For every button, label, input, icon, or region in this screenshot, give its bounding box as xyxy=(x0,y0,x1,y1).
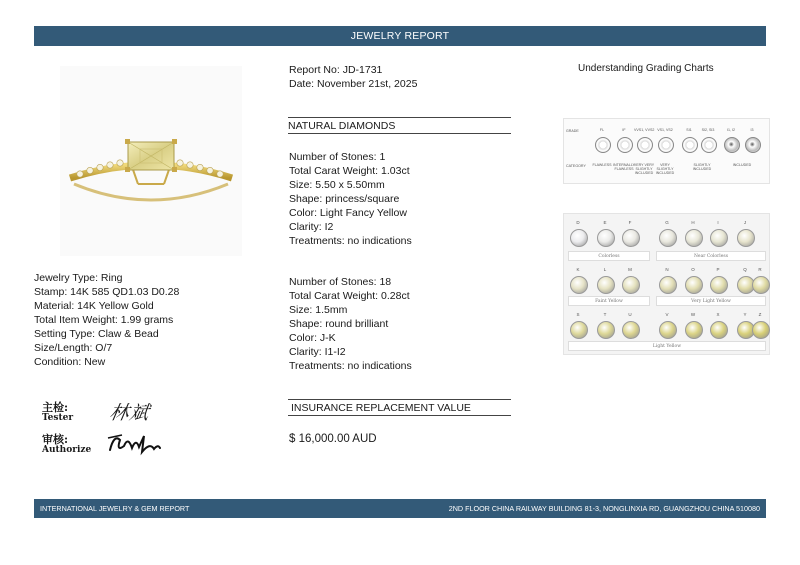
clarity-grade-label: VS1, VS2 xyxy=(657,128,673,132)
clarity-grade-label: VVS1, VVS2 xyxy=(634,128,655,132)
diamond-icon xyxy=(597,276,615,294)
diamond-icon xyxy=(737,229,755,247)
diamond-icon xyxy=(570,276,588,294)
tester-label-en: Tester xyxy=(42,413,74,423)
center-treatments: Treatments: no indications xyxy=(289,235,412,247)
center-color: Color: Light Fancy Yellow xyxy=(289,207,407,219)
side-clarity: Clarity: I1-I2 xyxy=(289,346,346,358)
diamond-icon xyxy=(752,321,770,339)
side-stones-details xyxy=(289,275,412,373)
ring-photo xyxy=(60,66,242,256)
diamond-icon xyxy=(659,276,677,294)
color-grade-letter: W xyxy=(690,312,696,317)
insurance-title-text: INSURANCE REPLACEMENT VALUE xyxy=(291,402,471,414)
color-grade-letter: Y xyxy=(743,312,747,317)
color-grade-letter: Z xyxy=(758,312,762,317)
total-item-weight: Total Item Weight: 1.99 grams xyxy=(34,314,174,326)
center-clarity: Clarity: I2 xyxy=(289,221,334,233)
color-grade-letter: I xyxy=(717,220,719,225)
diamond-icon xyxy=(659,229,677,247)
diamond-icon xyxy=(637,137,653,153)
insurance-value: $ 16,000.00 AUD xyxy=(289,433,377,445)
color-group-caption: Light Yellow xyxy=(568,341,766,351)
diamond-icon xyxy=(710,229,728,247)
color-grade-letter: F xyxy=(628,220,632,225)
color-group-caption: Near Colorless xyxy=(656,251,766,261)
diamond-icon xyxy=(595,137,611,153)
side-treatments: Treatments: no indications xyxy=(289,360,412,372)
clarity-category-label: VERY VERY SLIGHTLY INCLUDED xyxy=(633,163,655,175)
item-details xyxy=(34,271,179,369)
diamond-icon xyxy=(682,137,698,153)
color-grade-letter: R xyxy=(758,267,762,272)
diamond-icon xyxy=(617,137,633,153)
color-grade-letter: K xyxy=(576,267,580,272)
color-group-caption: Very Light Yellow xyxy=(656,296,766,306)
material: Material: 14K Yellow Gold xyxy=(34,300,154,312)
condition: Condition: New xyxy=(34,356,106,368)
clarity-category-label: FLAWLESS xyxy=(592,163,612,167)
center-stone-details xyxy=(289,150,412,248)
diamond-icon xyxy=(710,321,728,339)
diamond-icon xyxy=(710,276,728,294)
diamond-icon xyxy=(622,321,640,339)
tester-signature: 林斌 xyxy=(107,402,152,424)
clarity-grade-label: I3 xyxy=(750,128,754,132)
size-length: Size/Length: O/7 xyxy=(34,342,113,354)
diamond-icon xyxy=(752,276,770,294)
clarity-grade-label: FL xyxy=(599,128,605,132)
stamp: Stamp: 14K 585 QD1.03 D0.28 xyxy=(34,286,180,298)
report-title: JEWELRY REPORT xyxy=(350,30,450,42)
diamond-icon xyxy=(622,276,640,294)
authorize-label-cn: 审核: xyxy=(42,433,69,446)
diamond-icon xyxy=(570,321,588,339)
diamond-icon xyxy=(685,229,703,247)
side-carat-weight: Total Carat Weight: 0.28ct xyxy=(289,290,410,302)
side-shape: Shape: round brilliant xyxy=(289,318,389,330)
diamond-icon xyxy=(724,137,740,153)
color-grade-letter: P xyxy=(716,267,720,272)
color-group-caption: Colorless xyxy=(568,251,650,261)
color-grade-letter: G xyxy=(665,220,669,225)
diamond-icon xyxy=(597,321,615,339)
clarity-category-label: INCLUDED xyxy=(732,163,752,167)
diamond-icon xyxy=(685,276,703,294)
diamond-icon xyxy=(745,137,761,153)
setting-type: Setting Type: Claw & Bead xyxy=(34,328,159,340)
natural-diamonds-title-text: NATURAL DIAMONDS xyxy=(288,120,396,132)
clarity-category-label: SLIGHTLY INCLUDED xyxy=(692,163,712,171)
diamond-icon xyxy=(685,321,703,339)
clarity-category-label: VERY SLIGHTLY INCLUDED xyxy=(655,163,675,175)
diamond-icon xyxy=(597,229,615,247)
diamond-icon xyxy=(659,321,677,339)
color-grade-letter: N xyxy=(665,267,669,272)
color-grade-letter: Q xyxy=(743,267,747,272)
color-grade-letter: U xyxy=(628,312,632,317)
grading-charts-title: Understanding Grading Charts xyxy=(578,63,714,74)
color-grade-letter: S xyxy=(576,312,580,317)
color-grade-letter: V xyxy=(665,312,669,317)
clarity-chart xyxy=(563,118,770,184)
clarity-grade-label: SI2, SI3 xyxy=(701,128,715,132)
center-number-of-stones: Number of Stones: 1 xyxy=(289,151,386,163)
footer-right: 2ND FLOOR CHINA RAILWAY BUILDING 81-3, NONGLINXIA RD, GUANGZHOU CHINA 510080 xyxy=(448,504,760,513)
report-date: Date: November 21st, 2025 xyxy=(289,78,418,90)
jewelry-type: Jewelry Type: Ring xyxy=(34,272,123,284)
clarity-grade-label: SI1 xyxy=(686,128,692,132)
signature-block xyxy=(36,396,166,462)
side-number-of-stones: Number of Stones: 18 xyxy=(289,276,392,288)
color-grade-letter: D xyxy=(576,220,580,225)
diamond-icon xyxy=(622,229,640,247)
clarity-grade-label: IF xyxy=(622,128,626,132)
report-meta xyxy=(289,63,417,91)
tester-label-cn: 主检: xyxy=(42,401,69,414)
footer-left: INTERNATIONAL JEWELRY & GEM REPORT xyxy=(40,504,190,513)
color-chart xyxy=(563,213,770,355)
clarity-grade-label: I1, I2 xyxy=(727,128,735,132)
diamond-icon xyxy=(701,137,717,153)
color-grade-letter: H xyxy=(691,220,695,225)
header-bar xyxy=(34,26,766,46)
diamond-icon xyxy=(658,137,674,153)
center-shape: Shape: princess/square xyxy=(289,193,400,205)
authorize-label-en: Authorize xyxy=(42,445,92,455)
authorize-signature xyxy=(106,430,162,456)
color-grade-letter: M xyxy=(628,267,632,272)
natural-diamonds-title xyxy=(288,117,511,134)
color-grade-letter: X xyxy=(716,312,720,317)
color-grade-letter: J xyxy=(743,220,747,225)
footer-bar xyxy=(34,499,766,518)
diamond-icon xyxy=(570,229,588,247)
color-grade-letter: O xyxy=(691,267,695,272)
clarity-category-label: INTERNALLY FLAWLESS xyxy=(613,163,635,171)
side-size: Size: 1.5mm xyxy=(289,304,348,316)
category-row-label: CATEGORY xyxy=(566,164,586,168)
color-group-caption: Faint Yellow xyxy=(568,296,650,306)
center-size: Size: 5.50 x 5.50mm xyxy=(289,179,385,191)
color-grade-letter: T xyxy=(603,312,607,317)
report-number: Report No: JD-1731 xyxy=(289,64,383,76)
color-grade-letter: E xyxy=(603,220,607,225)
insurance-title xyxy=(288,399,511,416)
center-carat-weight: Total Carat Weight: 1.03ct xyxy=(289,165,410,177)
side-color: Color: J-K xyxy=(289,332,336,344)
color-grade-letter: L xyxy=(603,267,607,272)
grade-row-label: GRADE xyxy=(566,129,579,133)
